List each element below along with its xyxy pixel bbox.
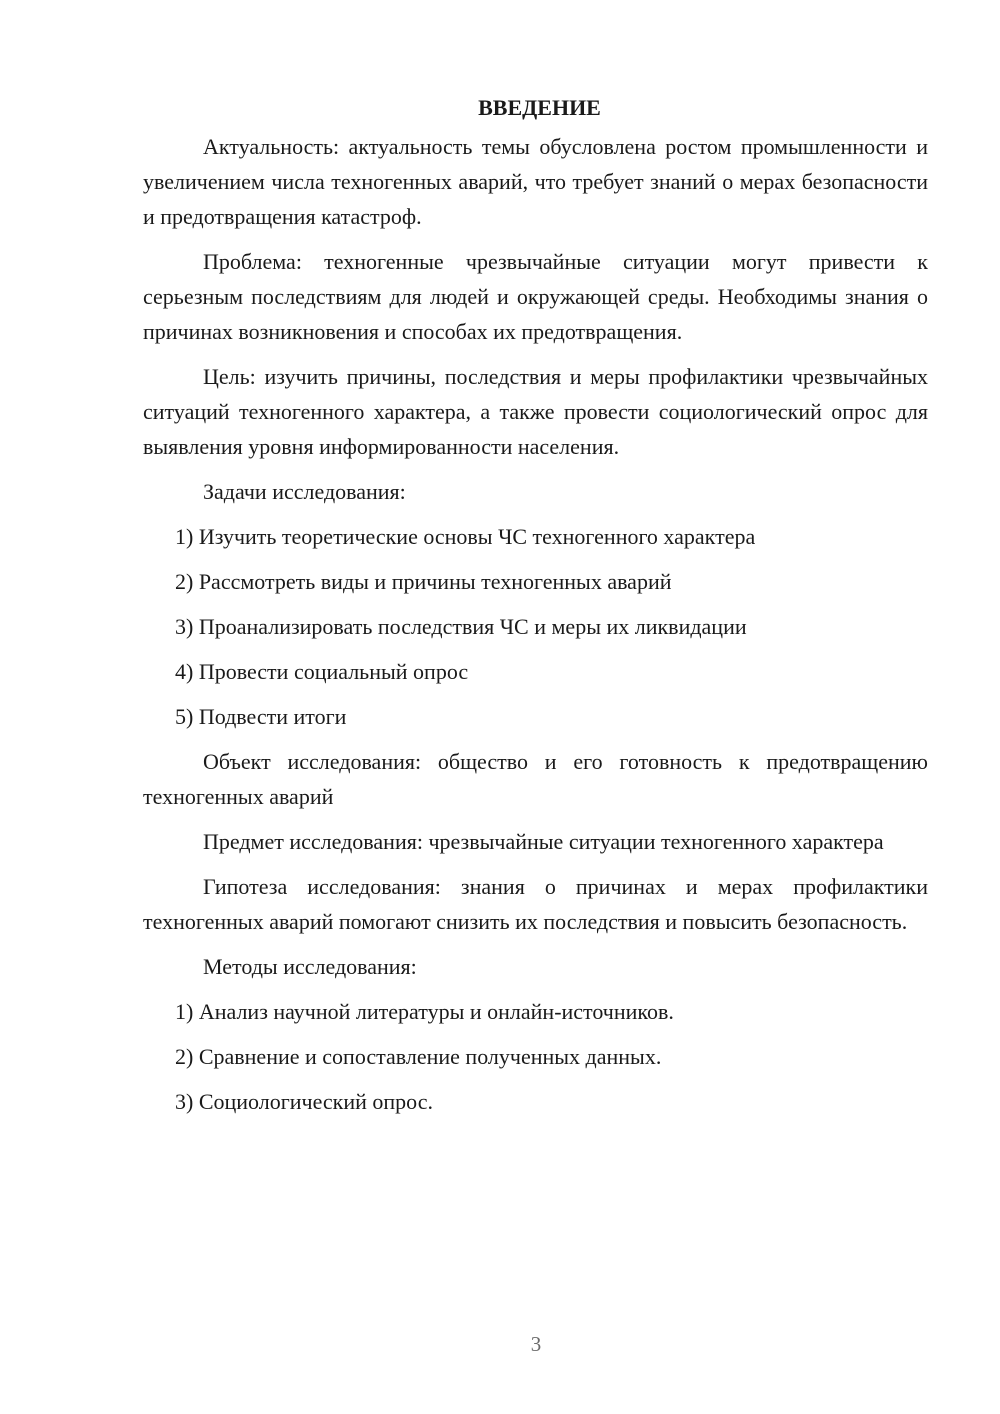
list-item: 5) Подвести итоги [175, 704, 347, 729]
methods-heading: Методы исследования: [203, 954, 417, 979]
list-item: 1) Анализ научной литературы и онлайн-источников. [175, 999, 674, 1024]
tasks-heading: Задачи исследования: [203, 479, 406, 504]
methods-list [143, 994, 928, 1119]
list-item: 2) Сравнение и сопоставление полученных данных. [175, 1044, 662, 1069]
list-item: 1) Изучить теоретические основы ЧС техногенного характера [175, 524, 756, 549]
document-page [143, 90, 928, 1129]
page-number: 3 [530, 1332, 542, 1356]
object-paragraph: Объект исследования: общество и его готовность к предотвращению техногенных аварий [143, 749, 928, 809]
list-item: 3) Проанализировать последствия ЧС и меры их ликвидации [175, 614, 747, 639]
goal-paragraph: Цель: изучить причины, последствия и меры профилактики чрезвычайных ситуаций техногенного характера, а также провести социологический опрос для выявления уровня информированности населения. [143, 364, 928, 459]
subject-paragraph: Предмет исследования: чрезвычайные ситуации техногенного характера [203, 829, 884, 854]
problem-paragraph: Проблема: техногенные чрезвычайные ситуации могут привести к серьезным последствиям для людей и окружающей среды. Необходимы знания о причинах возникновения и способах их предотвращения. [143, 249, 928, 344]
relevance-paragraph: Актуальность: актуальность темы обусловлена ростом промышленности и увеличением числа техногенных аварий, что требует знаний о мерах безопасности и предотвращения катастроф. [143, 134, 928, 229]
hypothesis-paragraph: Гипотеза исследования: знания о причинах и мерах профилактики техногенных аварий помогают снизить их последствия и повысить безопасность. [143, 874, 928, 934]
list-item: 2) Рассмотреть виды и причины техногенных аварий [175, 569, 672, 594]
section-title: ВВЕДЕНИЕ [478, 95, 601, 120]
list-item: 3) Социологический опрос. [175, 1089, 433, 1114]
tasks-list [143, 519, 928, 734]
list-item: 4) Провести социальный опрос [175, 659, 469, 684]
